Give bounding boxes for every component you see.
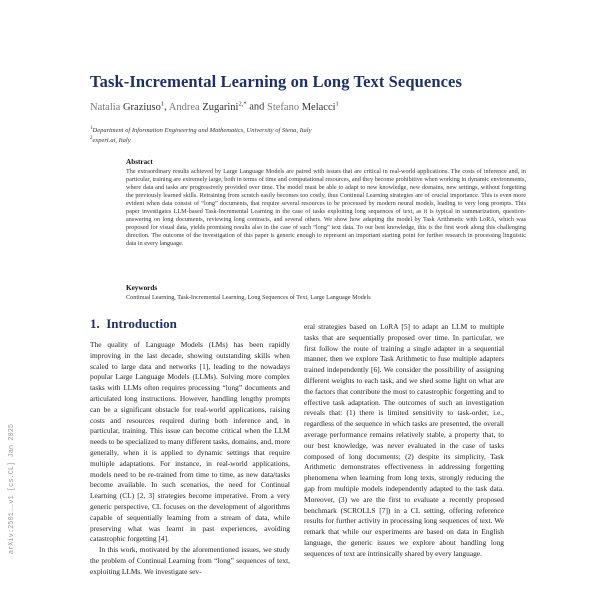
affiliation: $^2$expert.ai, Italy	[90, 136, 131, 145]
arxiv-side-identifier	[2, 390, 14, 590]
right-column	[304, 322, 504, 560]
section-heading: 1. Introduction	[90, 316, 177, 331]
arxiv-id-text: arXiv:2501.…v1 [cs.CL] Jan 2025	[8, 423, 16, 555]
author-list: Natalia Graziuso$^1$, Andrea Zugarini$^{2,*}$ and Stefano Melacci$^1$	[90, 100, 339, 113]
paragraph: eral strategies based on LoRA [5] to adapt an LLM to multiple tasks that are sequentially proposed over time. In particular, we first follow the route of training a single adapter in a sequential manner, then we explore Task Arithmetic to fuse multiple adapters trained independently [6]. We consider the possibility of assigning different weights to each task, and we shed some light on what are the factors that contribute the most to catastrophic forgetting and to effective task adaptation. The outcomes of such an investigation reveals that: (1) there is limited sensitivity to task-order, i.e., regardless of the sequence in which tasks are presented, the overall average performance remains relatively stable, a property that, to our best knowledge, was never evaluated in the case of tasks composed of long documents; (2) despite its simplicity, Task Arithmetic demonstrates effectiveness in addressing forgetting phenomena when learning from long texts, strongly reducing the gap from multiple models independently adapted to the task data. Moreover, (3) we are the first to evaluate a recently proposed benchmark (SCROLLS [7]) in a CL setting, offering reference results for further activity in processing long sequences of text. We remark that while our experiments are based on data in English language, the generic issues we explore about handling long sequences of text are intrinsically shared by every language.	[304, 322, 504, 558]
paper-title: Task-Incremental Learning on Long Text Sequences	[90, 72, 462, 91]
author: Andrea Zugarini$^{2,*}$	[168, 100, 247, 113]
abstract-heading: Abstract	[126, 158, 153, 166]
paragraph: The quality of Language Models (LMs) has been rapidly improving in the last decade, showing outstanding skills when scaled to large data and networks [1], leading to the nowadays popular Large Language Models (LLMs). Solving more complex tasks with LLMs often requires processing “long” documents and articulated long instructions. However, handling lengthy prompts can be a significant obstacle for real-world applications, raising costs and resources required during both inference and, in particular, training. This issue can become critical when the LLM needs to be specialized to many different tasks, domains, and, more generally, when it is applied to dynamic settings that require multiple adaptations. For instance, in real-world applications, models need to be re-trained from time to time, as new data/tasks become available. In such scenarios, the need for Continual Learning (CL) [2, 3] strategies become imperative. From a very generic perspective, CL focuses on the development of algorithms capable of sequentially learning from a stream of data, while preserving what was learnt in past experiences, avoiding catastrophic forgetting [4].	[90, 340, 290, 544]
paragraph: In this work, motivated by the aforementioned issues, we study the problem of Continual Learning from “long” sequences of text, exploiting LLMs. We investigate sev-	[90, 545, 290, 576]
affiliation: $^1$Department of Information Engineering and Mathematics, University of Siena, Italy	[90, 126, 312, 135]
author: Stefano Melacci$^1$	[267, 100, 339, 113]
keywords	[126, 284, 526, 301]
keywords-heading: Keywords	[126, 284, 158, 292]
keywords-text: Continual Learning, Task-Incremental Learning, Long Sequences of Text, Large Language Models	[126, 294, 371, 301]
author: Natalia Graziuso$^1$	[90, 100, 165, 113]
left-column	[90, 340, 290, 578]
abstract-text: The extraordinary results achieved by Large Language Models are paired with issues that are critical in real-world applications. The costs of inference and, in particular, training are extremely large, both in terms of time and computational resources, and they become prohibitive when working in dynamic environments, where data and tasks are progressively provided over time. The model must be able to adapt to new knowledge, new domains, new settings, without forgetting the previously learned skills. Retraining from scratch easily becomes too costly, thus Continual Learning strategies are of crucial importance. This is even more evident when data consist of “long” documents, that require several resources to be processed by modern neural models, leading to very long prompts. This paper investigates LLM-based Task-Incremental Learning in the case of tasks exploiting long sequences of text, as it is typical in summarization, question-answering on long documents, reviewing long contracts, and several others. We show how adapting the model by Task Arithmetic with LoRA, which was proposed for visual data, yields promising results also in the case of such “long” text data. To our best knowledge, this is the first work along this challenging direction. The outcome of the investigation of this paper is generic enough to represent an important starting point for further research in processing linguistic data in every language.	[126, 168, 526, 248]
